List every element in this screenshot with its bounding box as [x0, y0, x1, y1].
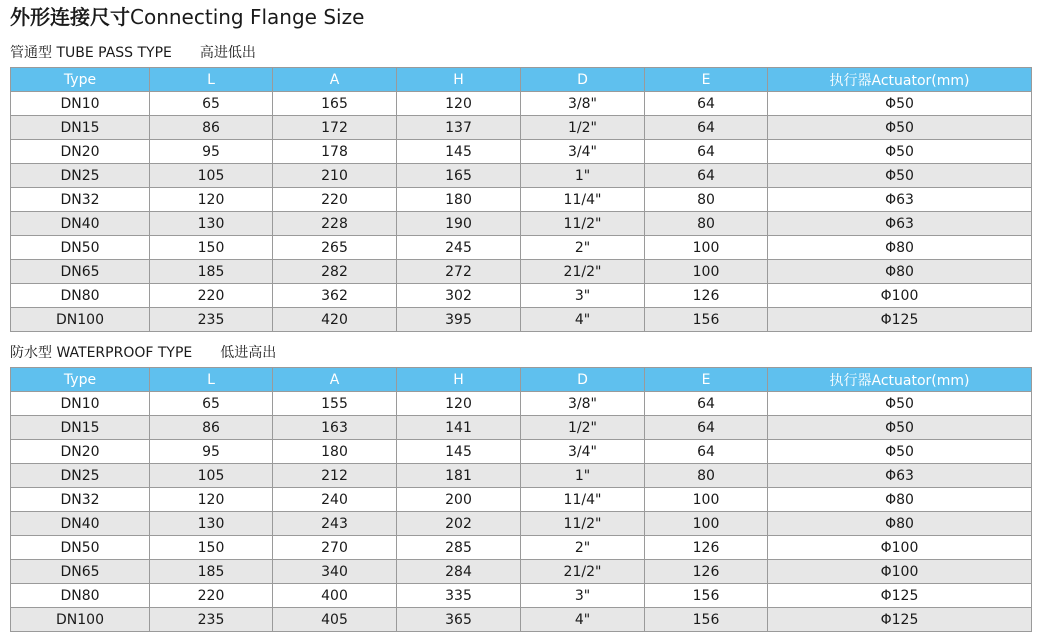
section-label-flow: 低进高出 — [220, 345, 277, 361]
table-cell: 11/4" — [521, 488, 645, 512]
table-cell: 270 — [273, 536, 397, 560]
column-header: D — [521, 68, 645, 92]
table-cell: 335 — [397, 584, 521, 608]
table-cell: 100 — [645, 512, 768, 536]
table-cell: DN65 — [11, 560, 150, 584]
table-cell: Φ100 — [768, 284, 1032, 308]
table-cell: 1/2" — [521, 416, 645, 440]
table-cell: 120 — [150, 188, 273, 212]
table-cell: 95 — [150, 440, 273, 464]
table-cell: 65 — [150, 92, 273, 116]
table-cell: Φ125 — [768, 584, 1032, 608]
table-cell: 80 — [645, 212, 768, 236]
table-cell: 64 — [645, 140, 768, 164]
table-cell: Φ50 — [768, 140, 1032, 164]
table-cell: Φ50 — [768, 440, 1032, 464]
section-label-flow: 高进低出 — [199, 45, 256, 61]
table-cell: 130 — [150, 212, 273, 236]
table-cell: DN25 — [11, 164, 150, 188]
table-cell: 240 — [273, 488, 397, 512]
table-cell: 210 — [273, 164, 397, 188]
table-cell: 150 — [150, 536, 273, 560]
table-cell: 100 — [645, 260, 768, 284]
table-cell: 145 — [397, 140, 521, 164]
table-cell: 156 — [645, 608, 768, 632]
table-row — [11, 560, 1032, 584]
table-cell: DN100 — [11, 308, 150, 332]
table-header-row — [11, 68, 1032, 92]
table-cell: 145 — [397, 440, 521, 464]
table-cell: 2" — [521, 536, 645, 560]
table-cell: 64 — [645, 164, 768, 188]
column-header: Type — [11, 368, 150, 392]
table-cell: Φ80 — [768, 512, 1032, 536]
table-cell: 272 — [397, 260, 521, 284]
table-cell: 165 — [273, 92, 397, 116]
table-cell: 105 — [150, 464, 273, 488]
table-row — [11, 440, 1032, 464]
table-row — [11, 116, 1032, 140]
section-label-cn: 防水型 — [10, 345, 52, 361]
table-cell: 21/2" — [521, 260, 645, 284]
spec-table-tube-pass — [10, 67, 1032, 332]
table-cell: DN80 — [11, 284, 150, 308]
table-cell: DN25 — [11, 464, 150, 488]
table-cell: 64 — [645, 392, 768, 416]
table-cell: 4" — [521, 308, 645, 332]
column-header: L — [150, 368, 273, 392]
table-cell: Φ80 — [768, 488, 1032, 512]
table-cell: 95 — [150, 140, 273, 164]
table-cell: 165 — [397, 164, 521, 188]
table-cell: 405 — [273, 608, 397, 632]
table-cell: 3/8" — [521, 392, 645, 416]
table-cell: 285 — [397, 536, 521, 560]
section-label-en: TUBE PASS TYPE — [56, 45, 172, 61]
table-row — [11, 536, 1032, 560]
table-cell: DN32 — [11, 188, 150, 212]
table-cell: 155 — [273, 392, 397, 416]
table-cell: DN20 — [11, 140, 150, 164]
table-cell: Φ125 — [768, 308, 1032, 332]
table-cell: 120 — [150, 488, 273, 512]
table-cell: 395 — [397, 308, 521, 332]
table-cell: 302 — [397, 284, 521, 308]
table-cell: Φ125 — [768, 608, 1032, 632]
table-cell: DN50 — [11, 236, 150, 260]
table-cell: Φ50 — [768, 392, 1032, 416]
table-cell: 200 — [397, 488, 521, 512]
table-cell: Φ63 — [768, 464, 1032, 488]
table-cell: 80 — [645, 188, 768, 212]
table-cell: 3" — [521, 284, 645, 308]
section-label-waterproof — [10, 344, 276, 362]
table-cell: 400 — [273, 584, 397, 608]
table-row — [11, 488, 1032, 512]
column-header: H — [397, 368, 521, 392]
section-label-tube-pass — [10, 44, 256, 62]
table-cell: 126 — [645, 536, 768, 560]
table-cell: 86 — [150, 416, 273, 440]
table-cell: 235 — [150, 608, 273, 632]
table-row — [11, 92, 1032, 116]
spec-table-waterproof — [10, 367, 1032, 632]
section-label-en: WATERPROOF TYPE — [56, 345, 193, 361]
table-cell: Φ50 — [768, 116, 1032, 140]
column-header: A — [273, 368, 397, 392]
table-row — [11, 164, 1032, 188]
table-cell: 185 — [150, 260, 273, 284]
table-cell: 243 — [273, 512, 397, 536]
table-cell: 64 — [645, 416, 768, 440]
section-label-cn: 管通型 — [10, 45, 52, 61]
column-header: L — [150, 68, 273, 92]
table-cell: 11/4" — [521, 188, 645, 212]
table-cell: 284 — [397, 560, 521, 584]
table-cell: 180 — [273, 440, 397, 464]
table-row — [11, 416, 1032, 440]
column-header: E — [645, 368, 768, 392]
table-cell: 220 — [150, 584, 273, 608]
table-cell: 190 — [397, 212, 521, 236]
table-cell: 420 — [273, 308, 397, 332]
table-header-row — [11, 368, 1032, 392]
table-cell: 212 — [273, 464, 397, 488]
table-cell: 180 — [397, 188, 521, 212]
table-cell: 4" — [521, 608, 645, 632]
table-row — [11, 512, 1032, 536]
table-cell: 340 — [273, 560, 397, 584]
table-cell: 137 — [397, 116, 521, 140]
table-row — [11, 284, 1032, 308]
table-cell: 64 — [645, 92, 768, 116]
table-cell: 11/2" — [521, 212, 645, 236]
column-header: A — [273, 68, 397, 92]
table-cell: 156 — [645, 584, 768, 608]
table-cell: DN20 — [11, 440, 150, 464]
table-row — [11, 212, 1032, 236]
table-cell: DN50 — [11, 536, 150, 560]
column-header: Type — [11, 68, 150, 92]
table-cell: 11/2" — [521, 512, 645, 536]
table-row — [11, 308, 1032, 332]
table-cell: Φ80 — [768, 236, 1032, 260]
table-cell: 172 — [273, 116, 397, 140]
table-cell: 245 — [397, 236, 521, 260]
table-cell: Φ50 — [768, 92, 1032, 116]
table-cell: 163 — [273, 416, 397, 440]
table-cell: 202 — [397, 512, 521, 536]
table-cell: Φ63 — [768, 212, 1032, 236]
table-cell: 86 — [150, 116, 273, 140]
page-title-en: Connecting Flange Size — [130, 5, 365, 29]
table-cell: 80 — [645, 464, 768, 488]
table-cell: 185 — [150, 560, 273, 584]
table-cell: DN65 — [11, 260, 150, 284]
table-cell: 1" — [521, 464, 645, 488]
table-cell: 228 — [273, 212, 397, 236]
table-cell: 120 — [397, 392, 521, 416]
table-cell: Φ100 — [768, 560, 1032, 584]
table-cell: Φ50 — [768, 164, 1032, 188]
table-cell: DN40 — [11, 212, 150, 236]
page-title — [10, 4, 364, 30]
table-cell: 235 — [150, 308, 273, 332]
table-cell: 220 — [150, 284, 273, 308]
table-cell: 178 — [273, 140, 397, 164]
table-cell: Φ100 — [768, 536, 1032, 560]
table-cell: Φ50 — [768, 416, 1032, 440]
table-cell: 265 — [273, 236, 397, 260]
table-cell: 3/8" — [521, 92, 645, 116]
table-cell: 150 — [150, 236, 273, 260]
table-row — [11, 140, 1032, 164]
table-cell: 1/2" — [521, 116, 645, 140]
table-cell: 105 — [150, 164, 273, 188]
column-header: E — [645, 68, 768, 92]
table-cell: 64 — [645, 116, 768, 140]
table-row — [11, 464, 1032, 488]
table-cell: Φ80 — [768, 260, 1032, 284]
table-cell: 2" — [521, 236, 645, 260]
table-cell: 100 — [645, 236, 768, 260]
table-cell: 64 — [645, 440, 768, 464]
table-cell: Φ63 — [768, 188, 1032, 212]
table-row — [11, 236, 1032, 260]
table-cell: 21/2" — [521, 560, 645, 584]
table-cell: 65 — [150, 392, 273, 416]
table-cell: DN100 — [11, 608, 150, 632]
page-title-cn: 外形连接尺寸 — [10, 5, 130, 29]
table-cell: DN32 — [11, 488, 150, 512]
table-cell: 362 — [273, 284, 397, 308]
column-header: 执行器Actuator(mm) — [768, 368, 1032, 392]
table-cell: 100 — [645, 488, 768, 512]
table-cell: 3/4" — [521, 440, 645, 464]
table-row — [11, 188, 1032, 212]
table-cell: 3" — [521, 584, 645, 608]
table-cell: DN15 — [11, 116, 150, 140]
table-cell: 220 — [273, 188, 397, 212]
column-header: D — [521, 368, 645, 392]
table-cell: 130 — [150, 512, 273, 536]
table-cell: DN10 — [11, 392, 150, 416]
table-cell: 365 — [397, 608, 521, 632]
table-row — [11, 392, 1032, 416]
table-cell: DN40 — [11, 512, 150, 536]
table-row — [11, 608, 1032, 632]
column-header: 执行器Actuator(mm) — [768, 68, 1032, 92]
table-cell: DN10 — [11, 92, 150, 116]
table-cell: 3/4" — [521, 140, 645, 164]
table-cell: 120 — [397, 92, 521, 116]
table-cell: 126 — [645, 284, 768, 308]
table-cell: 141 — [397, 416, 521, 440]
table-row — [11, 260, 1032, 284]
table-cell: 126 — [645, 560, 768, 584]
table-cell: DN80 — [11, 584, 150, 608]
table-row — [11, 584, 1032, 608]
table-cell: 181 — [397, 464, 521, 488]
table-cell: 1" — [521, 164, 645, 188]
table-cell: 282 — [273, 260, 397, 284]
table-cell: 156 — [645, 308, 768, 332]
column-header: H — [397, 68, 521, 92]
table-cell: DN15 — [11, 416, 150, 440]
